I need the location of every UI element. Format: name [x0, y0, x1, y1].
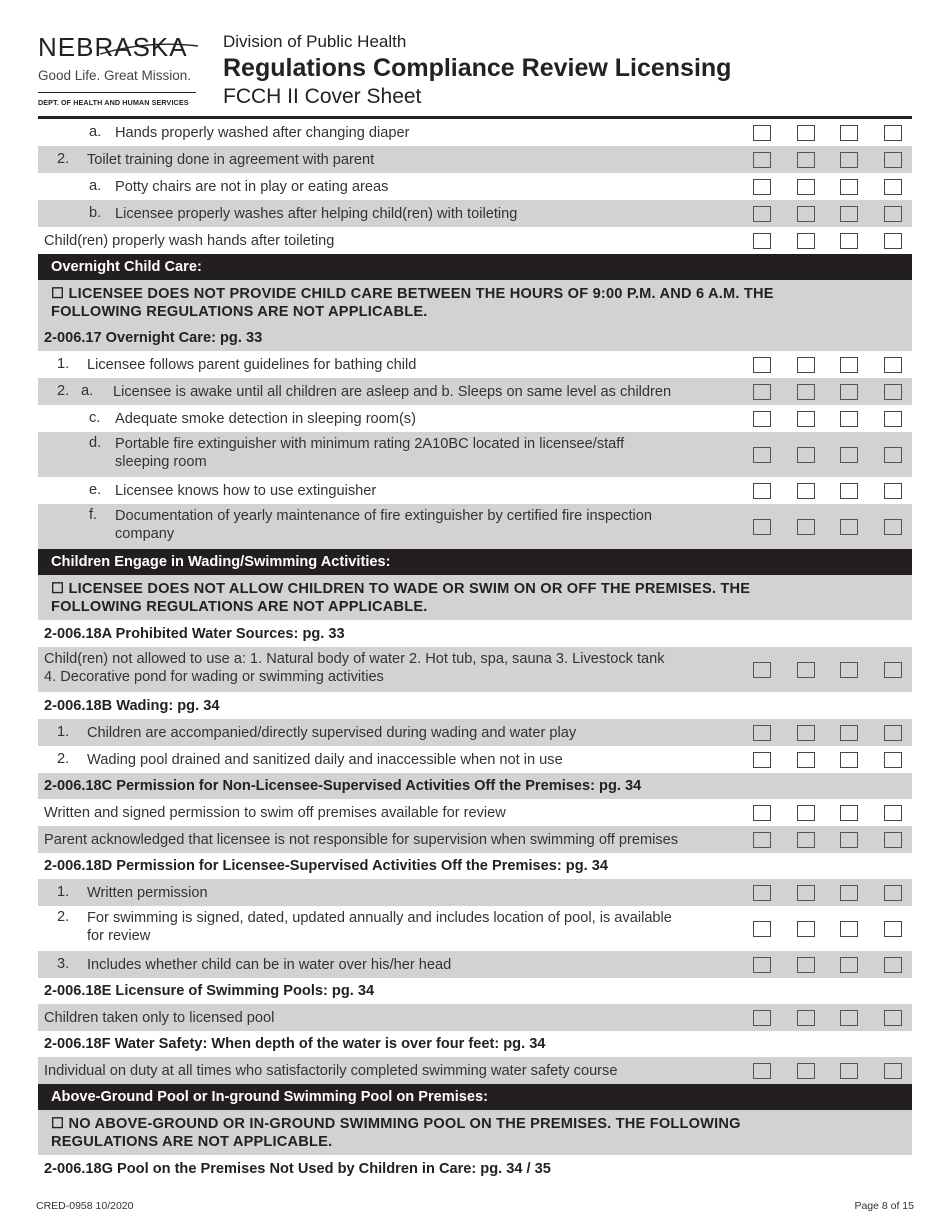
item-text: Individual on duty at all times who satisfactorily completed swimming water safety course: [44, 1063, 618, 1079]
regulation-section-row: [38, 853, 912, 879]
compliance-checkbox-col1[interactable]: [753, 179, 771, 195]
compliance-checkbox-col1[interactable]: [753, 357, 771, 373]
compliance-checkbox-col3[interactable]: [840, 957, 858, 973]
compliance-checkbox-col4[interactable]: [884, 1063, 902, 1079]
compliance-checkbox-col2[interactable]: [797, 725, 815, 741]
compliance-checkbox-col2[interactable]: [797, 752, 815, 768]
table-row: [38, 432, 912, 477]
section-header: Children Engage in Wading/Swimming Activities:: [51, 554, 391, 570]
compliance-checkbox-col1[interactable]: [753, 125, 771, 141]
regulation-section-row: [38, 1155, 912, 1182]
compliance-checkbox-col3[interactable]: [840, 483, 858, 499]
compliance-checkbox-col1[interactable]: [753, 519, 771, 535]
compliance-checkbox-col2[interactable]: [797, 921, 815, 937]
compliance-checkbox-col1[interactable]: [753, 152, 771, 168]
section-header: Above-Ground Pool or In-ground Swimming Pool on Premises:: [51, 1089, 489, 1105]
regulation-section-row: [38, 1031, 912, 1057]
compliance-checkbox-col1[interactable]: [753, 1063, 771, 1079]
not-applicable-notice: [38, 1110, 912, 1155]
notice-line: ☐ LICENSEE DOES NOT PROVIDE CHILD CARE BETWEEN THE HOURS OF 9:00 P.M. AND 6 A.M. THE: [51, 286, 774, 302]
item-text: Wading pool drained and sanitized daily and inaccessible when not in use: [87, 752, 563, 768]
item-text: Child(ren) properly wash hands after toileting: [44, 233, 335, 249]
compliance-checkbox-col1[interactable]: [753, 725, 771, 741]
compliance-checkbox-col3[interactable]: [840, 233, 858, 249]
regulation-section-title: 2-006.17 Overnight Care: pg. 33: [44, 330, 263, 346]
compliance-checkbox-col1[interactable]: [753, 832, 771, 848]
item-number: c.: [89, 410, 101, 426]
item-line: Child(ren) not allowed to use a: 1. Natural body of water 2. Hot tub, spa, sauna 3. Livestock tank: [44, 651, 665, 667]
table-row: [38, 378, 912, 405]
item-text: [115, 435, 624, 471]
table-row: [38, 405, 912, 432]
logo-tagline: Good Life. Great Mission.: [38, 68, 192, 83]
compliance-checkbox-col1[interactable]: [753, 885, 771, 901]
table-row: [38, 227, 912, 254]
compliance-checkbox-col3[interactable]: [840, 447, 858, 463]
item-line: for review: [87, 928, 151, 944]
compliance-checkbox-col3[interactable]: [840, 752, 858, 768]
item-text: Licensee is awake until all children are asleep and b. Sleeps on same level as children: [113, 384, 672, 400]
compliance-checkbox-col1[interactable]: [753, 233, 771, 249]
item-text: Includes whether child can be in water over his/her head: [87, 957, 452, 973]
compliance-checkbox-col4[interactable]: [884, 357, 902, 373]
item-number: f.: [89, 507, 98, 523]
compliance-checkbox-col2[interactable]: [797, 1063, 815, 1079]
compliance-checkbox-col4[interactable]: [884, 411, 902, 427]
compliance-checkbox-col3[interactable]: [840, 1010, 858, 1026]
notice-line: FOLLOWING REGULATIONS ARE NOT APPLICABLE.: [51, 304, 428, 320]
regulation-section-title: 2-006.18A Prohibited Water Sources: pg. 33: [44, 626, 345, 642]
compliance-checkbox-col3[interactable]: [840, 1063, 858, 1079]
notice-text[interactable]: [51, 285, 774, 321]
compliance-checkbox-col2[interactable]: [797, 805, 815, 821]
logo-dept: DEPT. OF HEALTH AND HUMAN SERVICES: [38, 98, 189, 107]
compliance-checkbox-col3[interactable]: [840, 179, 858, 195]
item-number: 2.: [57, 751, 70, 767]
section-header-bar: [38, 1084, 912, 1110]
compliance-checkbox-col3[interactable]: [840, 206, 858, 222]
section-header-bar: [38, 549, 912, 575]
compliance-checkbox-col4[interactable]: [884, 519, 902, 535]
compliance-checkbox-col4[interactable]: [884, 447, 902, 463]
notice-line: REGULATIONS ARE NOT APPLICABLE.: [51, 1134, 333, 1150]
item-number: e.: [89, 482, 102, 498]
table-row: [38, 146, 912, 173]
compliance-checkbox-col1[interactable]: [753, 1010, 771, 1026]
compliance-checkbox-col2[interactable]: [797, 125, 815, 141]
compliance-checkbox-col1[interactable]: [753, 805, 771, 821]
item-number: 1.: [57, 724, 70, 740]
item-line: For swimming is signed, dated, updated annually and includes location of pool, is available: [87, 910, 672, 926]
item-text: Children taken only to licensed pool: [44, 1010, 275, 1026]
compliance-checkbox-col1[interactable]: [753, 447, 771, 463]
regulation-section-title: 2-006.18E Licensure of Swimming Pools: pg. 34: [44, 983, 375, 999]
regulation-section-row: [38, 978, 912, 1004]
compliance-checkbox-col2[interactable]: [797, 483, 815, 499]
title-block: [223, 32, 731, 109]
compliance-checkbox-col2[interactable]: [797, 1010, 815, 1026]
compliance-checkbox-col3[interactable]: [840, 921, 858, 937]
table-row: [38, 799, 912, 826]
regulation-section-title: 2-006.18F Water Safety: When depth of the water is over four feet: pg. 34: [44, 1036, 546, 1052]
regulation-section-title: 2-006.18B Wading: pg. 34: [44, 698, 220, 714]
table-row: [38, 119, 912, 146]
item-number: 2.: [57, 151, 70, 167]
section-header: Overnight Child Care:: [51, 259, 202, 275]
compliance-checkbox-col1[interactable]: [753, 384, 771, 400]
item-subnumber: a.: [81, 383, 94, 399]
section-header-bar: [38, 254, 912, 280]
compliance-checkbox-col2[interactable]: [797, 357, 815, 373]
regulation-section-row: [38, 325, 912, 351]
table-row: [38, 647, 912, 692]
item-text: [115, 507, 652, 543]
notice-text[interactable]: [51, 1115, 741, 1151]
item-number: 3.: [57, 956, 70, 972]
regulation-section-title: 2-006.18D Permission for Licensee-Supervised Activities Off the Premises: pg. 34: [44, 858, 608, 874]
item-text: Written and signed permission to swim off premises available for review: [44, 805, 506, 821]
item-number: a.: [89, 124, 102, 140]
compliance-checkbox-col2[interactable]: [797, 233, 815, 249]
item-number: a.: [89, 178, 102, 194]
compliance-checkbox-col3[interactable]: [840, 411, 858, 427]
item-text: Licensee knows how to use extinguisher: [115, 483, 377, 499]
compliance-checkbox-col1[interactable]: [753, 662, 771, 678]
page-header: [38, 30, 912, 120]
regulation-section-row: [38, 692, 912, 719]
form-id: CRED-0958 10/2020: [36, 1200, 134, 1212]
compliance-checkbox-col2[interactable]: [797, 411, 815, 427]
division-name: Division of Public Health: [223, 32, 407, 51]
not-applicable-notice: [38, 575, 912, 620]
compliance-checkbox-col4[interactable]: [884, 179, 902, 195]
compliance-checkbox-col3[interactable]: [840, 662, 858, 678]
compliance-checkbox-col2[interactable]: [797, 206, 815, 222]
compliance-checkbox-col2[interactable]: [797, 447, 815, 463]
compliance-checkbox-col3[interactable]: [840, 125, 858, 141]
compliance-checkbox-col3[interactable]: [840, 152, 858, 168]
compliance-checkbox-col3[interactable]: [840, 885, 858, 901]
table-row: [38, 951, 912, 978]
compliance-checkbox-col1[interactable]: [753, 206, 771, 222]
compliance-checkbox-col4[interactable]: [884, 152, 902, 168]
compliance-checkbox-col4[interactable]: [884, 752, 902, 768]
compliance-checkbox-col2[interactable]: [797, 384, 815, 400]
item-line: 4. Decorative pond for wading or swimming activities: [44, 669, 384, 685]
table-row: [38, 200, 912, 227]
logo-wordmark: NEBRASKA: [38, 32, 188, 62]
compliance-checkbox-col1[interactable]: [753, 957, 771, 973]
item-text: Licensee properly washes after helping child(ren) with toileting: [115, 206, 518, 222]
item-text: Children are accompanied/directly supervised during wading and water play: [87, 725, 577, 741]
table-row: [38, 477, 912, 504]
item-text: Parent acknowledged that licensee is not responsible for supervision when swimming off premises: [44, 832, 679, 848]
compliance-checkbox-col4[interactable]: [884, 805, 902, 821]
item-text: Toilet training done in agreement with parent: [87, 152, 375, 168]
compliance-checkbox-col4[interactable]: [884, 885, 902, 901]
not-applicable-notice: [38, 280, 912, 325]
compliance-checkbox-col3[interactable]: [840, 725, 858, 741]
table-row: [38, 826, 912, 853]
page-subtitle: FCCH II Cover Sheet: [223, 85, 422, 108]
compliance-checkbox-col2[interactable]: [797, 885, 815, 901]
compliance-checkbox-col1[interactable]: [753, 752, 771, 768]
table-row: [38, 173, 912, 200]
compliance-checkbox-col3[interactable]: [840, 519, 858, 535]
item-number: 1.: [57, 356, 70, 372]
table-row: [38, 1057, 912, 1084]
compliance-checkbox-col4[interactable]: [884, 233, 902, 249]
regulation-section-row: [38, 620, 912, 647]
compliance-checkbox-col2[interactable]: [797, 832, 815, 848]
compliance-checkbox-col4[interactable]: [884, 384, 902, 400]
item-text: [87, 909, 672, 945]
page-title: Regulations Compliance Review Licensing: [223, 54, 732, 82]
item-text: Adequate smoke detection in sleeping room(s): [115, 411, 416, 427]
item-number: 2.: [57, 909, 70, 925]
compliance-checkbox-col3[interactable]: [840, 384, 858, 400]
nebraska-dhhs-logo: [38, 30, 208, 110]
compliance-checkbox-col1[interactable]: [753, 411, 771, 427]
item-number: d.: [89, 435, 102, 451]
item-text: Potty chairs are not in play or eating areas: [115, 179, 389, 195]
item-number: b.: [89, 205, 102, 221]
item-line: sleeping room: [115, 454, 207, 470]
notice-line: ☐ LICENSEE DOES NOT ALLOW CHILDREN TO WADE OR SWIM ON OR OFF THE PREMISES. THE: [51, 581, 751, 597]
item-text: Licensee follows parent guidelines for bathing child: [87, 357, 417, 373]
table-row: [38, 746, 912, 773]
compliance-checkbox-col1[interactable]: [753, 483, 771, 499]
page-number: Page 8 of 15: [854, 1200, 914, 1212]
compliance-checkbox-col4[interactable]: [884, 832, 902, 848]
compliance-checkbox-col2[interactable]: [797, 957, 815, 973]
compliance-checkbox-col3[interactable]: [840, 832, 858, 848]
compliance-checkbox-col4[interactable]: [884, 125, 902, 141]
compliance-checkbox-col4[interactable]: [884, 662, 902, 678]
notice-line: FOLLOWING REGULATIONS ARE NOT APPLICABLE.: [51, 599, 428, 615]
compliance-checkbox-col3[interactable]: [840, 805, 858, 821]
item-line: Portable fire extinguisher with minimum rating 2A10BC located in licensee/staff: [115, 436, 625, 452]
table-row: [38, 1004, 912, 1031]
compliance-checkbox-col2[interactable]: [797, 662, 815, 678]
logo-swoosh-icon: [98, 34, 202, 60]
table-row: [38, 351, 912, 378]
notice-line: ☐ NO ABOVE-GROUND OR IN-GROUND SWIMMING POOL ON THE PREMISES. THE FOLLOWING: [51, 1116, 741, 1132]
compliance-checkbox-col4[interactable]: [884, 1010, 902, 1026]
notice-text[interactable]: [51, 580, 750, 616]
item-text: Written permission: [87, 885, 208, 901]
compliance-checkbox-col4[interactable]: [884, 957, 902, 973]
item-number: 2.: [57, 383, 70, 399]
item-text: Hands properly washed after changing diaper: [115, 125, 410, 141]
compliance-checkbox-col2[interactable]: [797, 519, 815, 535]
checklist-table: [38, 119, 912, 1182]
item-line: company: [115, 526, 175, 542]
compliance-checkbox-col2[interactable]: [797, 179, 815, 195]
table-row: [38, 906, 912, 951]
compliance-checkbox-col4[interactable]: [884, 725, 902, 741]
compliance-checkbox-col2[interactable]: [797, 152, 815, 168]
compliance-checkbox-col4[interactable]: [884, 483, 902, 499]
table-row: [38, 504, 912, 549]
compliance-checkbox-col3[interactable]: [840, 357, 858, 373]
regulation-section-title: 2-006.18G Pool on the Premises Not Used by Children in Care: pg. 34 / 35: [44, 1161, 551, 1177]
table-row: [38, 879, 912, 906]
table-row: [38, 719, 912, 746]
item-number: 1.: [57, 884, 70, 900]
logo-divider: [38, 92, 196, 93]
compliance-checkbox-col1[interactable]: [753, 921, 771, 937]
item-line: Documentation of yearly maintenance of fire extinguisher by certified fire inspection: [115, 508, 653, 524]
compliance-checkbox-col4[interactable]: [884, 921, 902, 937]
regulation-section-title: 2-006.18C Permission for Non-Licensee-Supervised Activities Off the Premises: pg. 34: [44, 778, 642, 794]
compliance-checkbox-col4[interactable]: [884, 206, 902, 222]
item-text: [44, 650, 665, 686]
regulation-section-row: [38, 773, 912, 799]
